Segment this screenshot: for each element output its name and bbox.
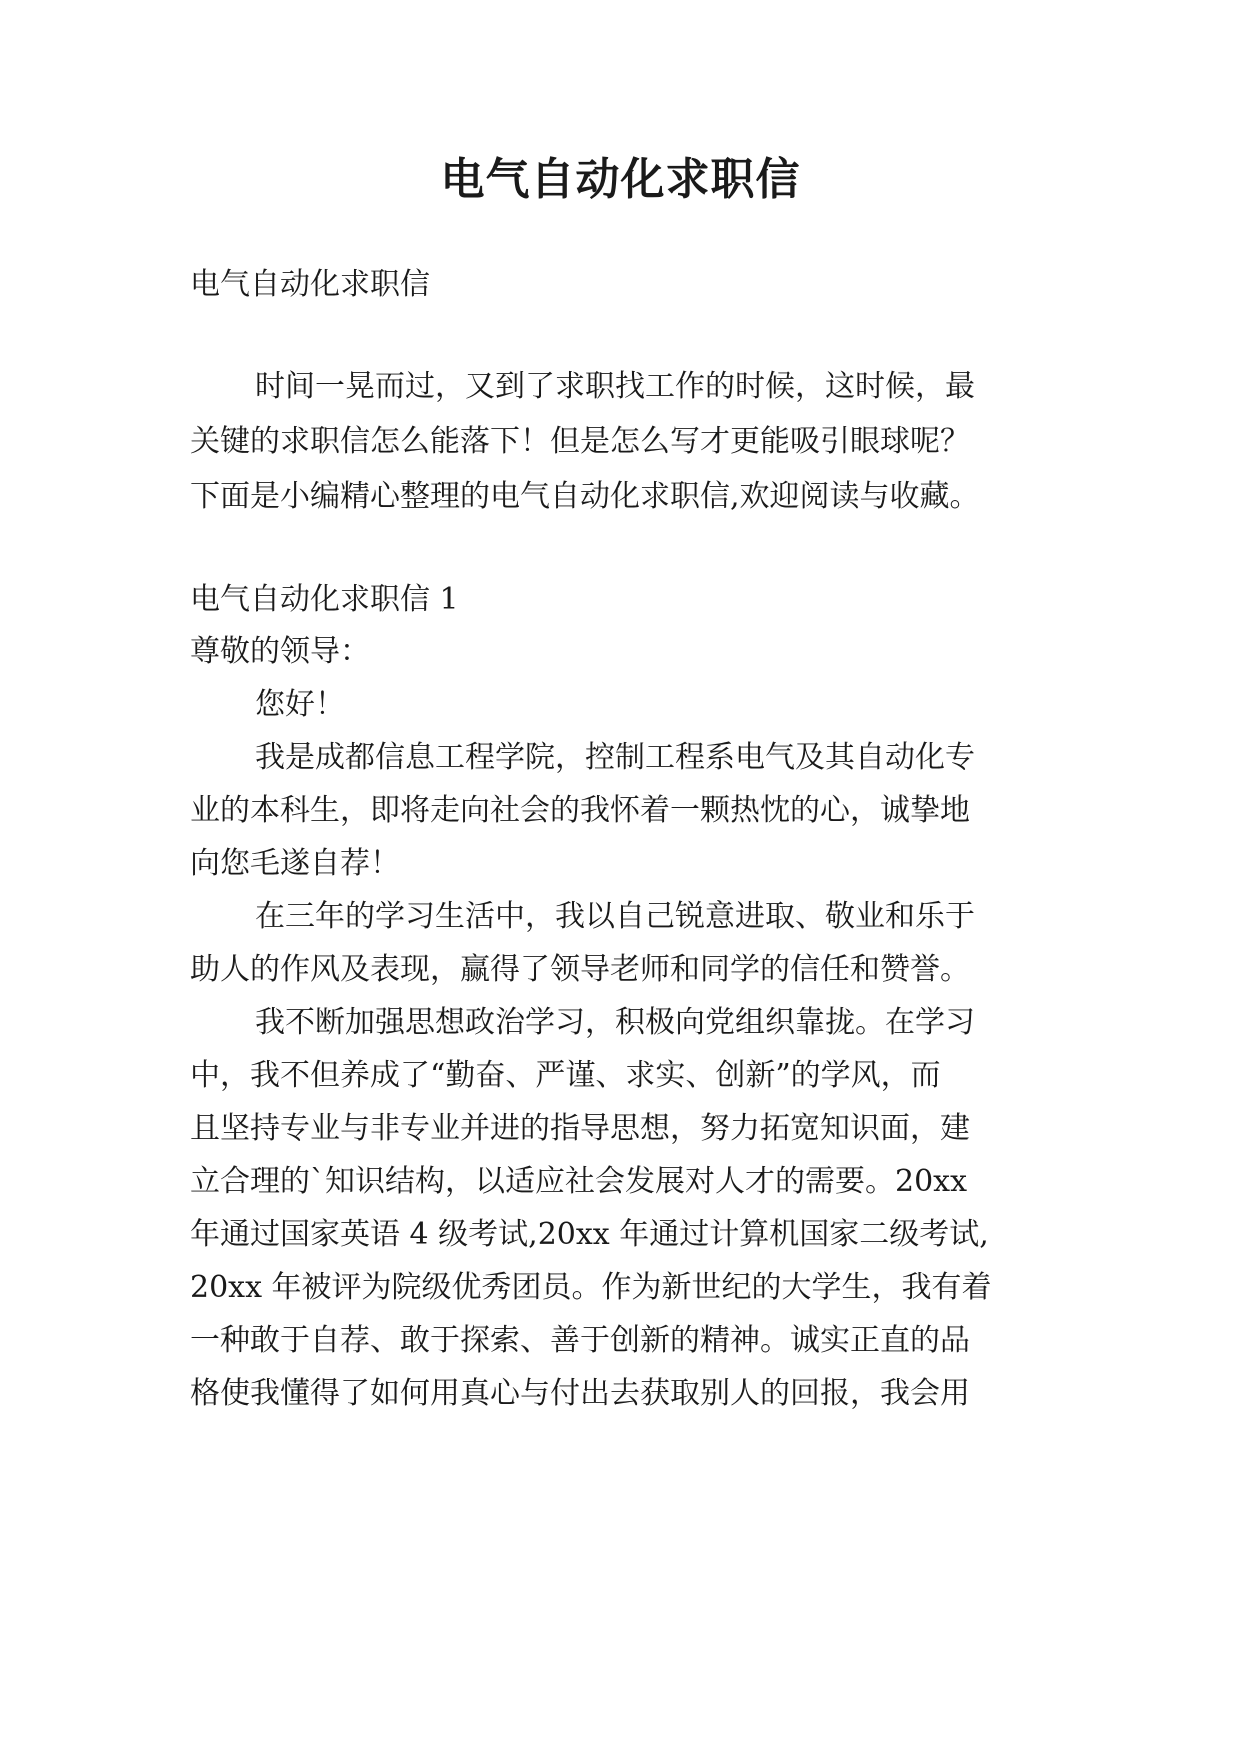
body-line: 在三年的学习生活中，我以自己锐意进取、敬业和乐于	[255, 899, 975, 934]
body-line: 助人的作风及表现，赢得了领导老师和同学的信任和赞誉。	[190, 952, 970, 987]
body-line: 中，我不但养成了“勤奋、严谨、求实、创新”的学风，而	[190, 1058, 941, 1093]
document-subtitle: 电气自动化求职信	[190, 267, 430, 302]
section-heading: 电气自动化求职信 1	[190, 582, 459, 617]
body-line: 一种敢于自荐、敢于探索、善于创新的精神。诚实正直的品	[190, 1323, 970, 1358]
body-line: 立合理的`知识结构，以适应社会发展对人才的需要。20xx	[190, 1164, 968, 1199]
document-title: 电气自动化求职信	[440, 154, 801, 205]
intro-line: 下面是小编精心整理的电气自动化求职信,欢迎阅读与收藏。	[190, 479, 980, 514]
body-line: 且坚持专业与非专业并进的指导思想，努力拓宽知识面，建	[190, 1111, 970, 1146]
body-line: 20xx 年被评为院级优秀团员。作为新世纪的大学生，我有着	[190, 1270, 992, 1305]
body-line: 我不断加强思想政治学习，积极向党组织靠拢。在学习	[255, 1005, 975, 1040]
intro-line: 时间一晃而过，又到了求职找工作的时候，这时候，最	[255, 369, 975, 404]
body-line: 向您毛遂自荐！	[190, 846, 400, 881]
intro-line: 关键的求职信怎么能落下！但是怎么写才更能吸引眼球呢？	[190, 424, 970, 459]
greeting: 您好！	[255, 687, 345, 722]
body-line: 我是成都信息工程学院，控制工程系电气及其自动化专	[255, 740, 975, 775]
salutation: 尊敬的领导：	[190, 634, 370, 669]
body-line: 格使我懂得了如何用真心与付出去获取别人的回报，我会用	[190, 1376, 970, 1411]
body-line: 业的本科生，即将走向社会的我怀着一颗热忱的心，诚挚地	[190, 793, 970, 828]
body-line: 年通过国家英语 4 级考试,20xx 年通过计算机国家二级考试,	[190, 1217, 989, 1252]
